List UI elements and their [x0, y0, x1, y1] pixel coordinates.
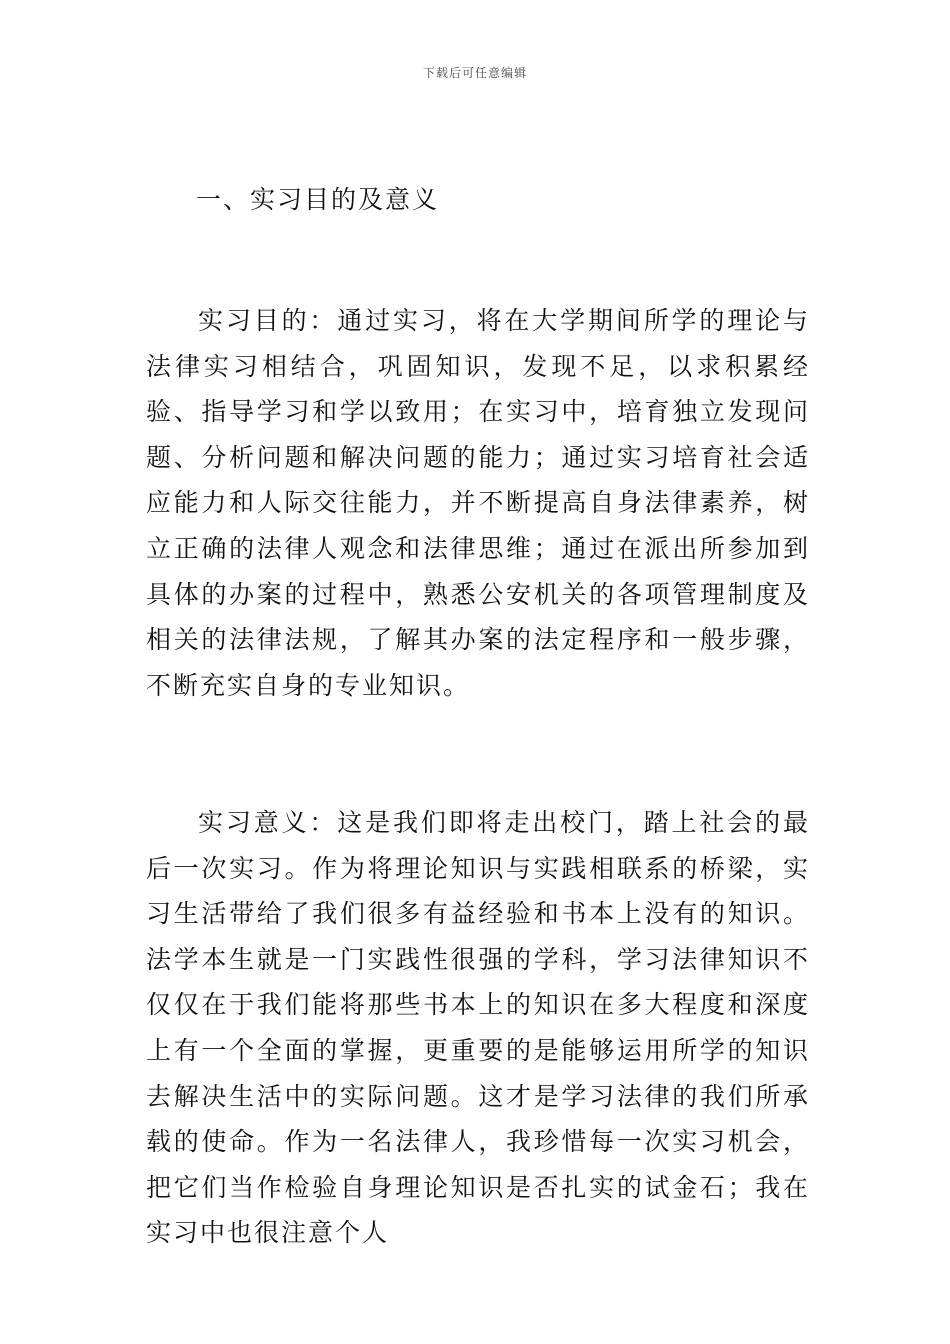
section-title: 一、实习目的及意义 [196, 185, 440, 214]
paragraph-significance: 实习意义：这是我们即将走出校门，踏上社会的最后一次实习。作为将理论知识与实践相联系的桥梁，实习生活带给了我们很多有益经验和书本上没有的知识。法学本生就是一门实践性很强的学科，学习法律知识不仅仅在于我们能将那些书本上的知识在多大程度和深度上有一个全面的掌握，更重要的是能够运用所学的知识去解决生活中的实际问题。这才是学习法律的我们所承载的使命。作为一名法律人，我珍惜每一次实习机会，把它们当作检验自身理论知识是否扎实的试金石；我在实习中也很注意个人 [146, 808, 810, 1248]
header-note: 下载后可任意编辑 [422, 66, 527, 80]
paragraph-purpose: 实习目的：通过实习，将在大学期间所学的理论与法律实习相结合，巩固知识，发现不足，以求积累经验、指导学习和学以致用；在实习中，培育独立发现问题、分析问题和解决问题的能力；通过实习培育社会适应能力和人际交往能力，并不断提高自身法律素养，树立正确的法律人观念和法律思维；通过在派出所参加到具体的办案的过程中，熟悉公安机关的各项管理制度及相关的法律法规，了解其办案的法定程序和一般步骤，不断充实自身的专业知识。 [146, 306, 810, 700]
